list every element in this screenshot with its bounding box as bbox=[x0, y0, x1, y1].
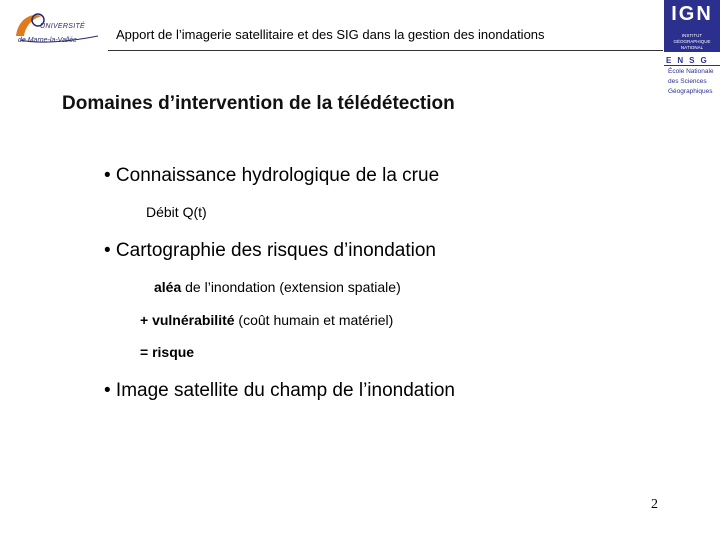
ign-logo bbox=[664, 0, 720, 52]
hazard-term: aléa bbox=[154, 279, 182, 295]
ign-logo-sub1: INSTITUT bbox=[681, 33, 703, 38]
risk-term: = risque bbox=[140, 344, 195, 360]
bullet-risk-mapping-hazard bbox=[154, 279, 401, 295]
bullet-hydrology: • Connaissance hydrologique de la crue bbox=[104, 165, 440, 186]
ensg-logo-line3: Géographiques bbox=[668, 88, 713, 95]
bullet-risk-mapping-vulnerability bbox=[140, 312, 393, 328]
bullet-risk-mapping: • Cartographie des risques d’inondation bbox=[104, 240, 436, 261]
bullet-hydrology-sub: Débit Q(t) bbox=[146, 204, 207, 220]
ensg-logo-line1: École Nationale bbox=[668, 68, 714, 75]
header-divider bbox=[108, 50, 663, 51]
header-title: Apport de l’imagerie satellitaire et des SIG dans la gestion des inondations bbox=[116, 27, 545, 42]
bullet-satellite-image: • Image satellite du champ de l’inondation bbox=[104, 380, 455, 401]
ensg-logo-line2: des Sciences bbox=[668, 78, 707, 85]
ensg-logo-letters: ENSG bbox=[666, 56, 713, 65]
ign-logo-letters: IGN bbox=[671, 3, 713, 25]
university-logo-line2: de Marne-la-Vallée bbox=[18, 37, 77, 44]
hazard-description: de l’inondation (extension spatiale) bbox=[181, 279, 401, 295]
vulnerability-description: (coût humain et matériel) bbox=[234, 312, 394, 328]
vulnerability-term: + vulnérabilité bbox=[140, 312, 235, 328]
page-number: 2 bbox=[651, 497, 658, 512]
ign-logo-sub3: NATIONAL bbox=[680, 45, 704, 50]
university-logo-line1: UNIVERSITÉ bbox=[40, 23, 86, 30]
ensg-logo-divider bbox=[664, 65, 720, 66]
slide-title: Domaines d’intervention de la télédétection bbox=[62, 93, 455, 114]
ign-logo-sub2: GÉOGRAPHIQUE bbox=[673, 39, 711, 44]
bullet-risk-mapping-risk bbox=[140, 344, 194, 360]
